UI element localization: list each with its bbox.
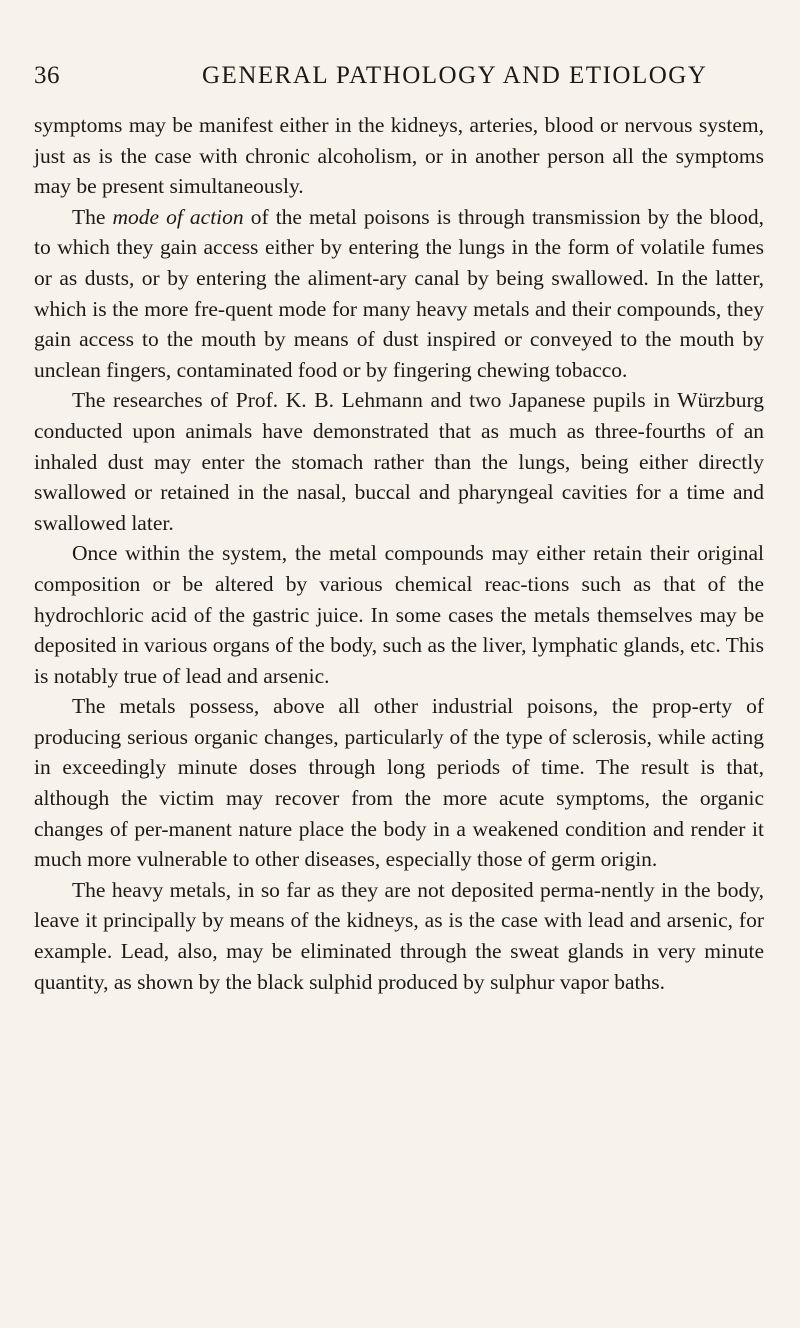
body-text <box>34 110 764 997</box>
page-number: 36 <box>34 62 60 89</box>
paragraph-lead: The <box>72 204 113 229</box>
running-header <box>34 62 734 102</box>
paragraph-continued: symptoms may be manifest either in the kidneys, arteries, blood or nervous system, just as is the case with chronic alcoholism, or in another person all the symptoms may be present simultaneously. <box>34 113 764 199</box>
paragraph-rest: of the metal poisons is through transmission by the blood, to which they gain access either by entering the lungs in the form of volatile fumes or as dusts, or by entering the aliment-ary canal by being swallowed. In the latter, which is the more fre-quent mode for many heavy metals and their compounds, they gain access to the mouth by means of dust inspired or conveyed to the mouth by unclean fingers, contaminated food or by fingering chewing tobacco. <box>34 204 764 382</box>
paragraph-mode-of-action <box>34 202 764 386</box>
paragraph-lehmann-research: The researches of Prof. K. B. Lehmann and two Japanese pupils in Würzburg conducted upon animals have demonstrated that as much as three-fourths of an inhaled dust may enter the stomach rather than the lungs, being either directly swallowed or retained in the nasal, buccal and pharyngeal cavities for a time and swallowed later. <box>34 388 764 535</box>
italic-term: mode of action <box>112 204 244 229</box>
paragraph-organic-changes: The metals possess, above all other industrial poisons, the prop-erty of producing serious organic changes, particularly of the type of sclerosis, while acting in exceedingly minute doses through long periods of time. The result is that, although the victim may recover from the more acute symptoms, the organic changes of per-manent nature place the body in a weakened condition and render it much more vulnerable to other diseases, especially those of germ origin. <box>34 694 764 872</box>
paragraph-elimination: The heavy metals, in so far as they are not deposited perma-nently in the body, leave it principally by means of the kidneys, as is the case with lead and arsenic, for example. Lead, also, may be eliminated through the sweat glands in very minute quantity, as shown by the black sulphid produced by sulphur vapor baths. <box>34 877 764 994</box>
header-title: GENERAL PATHOLOGY AND ETIOLOGY <box>202 62 708 89</box>
paragraph-within-system: Once within the system, the metal compounds may either retain their original composition or be altered by various chemical reac-tions such as that of the hydrochloric acid of the gastric juice. In some cases the metals themselves may be deposited in various organs of the body, such as the liver, lymphatic glands, etc. This is notably true of lead and arsenic. <box>34 541 764 688</box>
